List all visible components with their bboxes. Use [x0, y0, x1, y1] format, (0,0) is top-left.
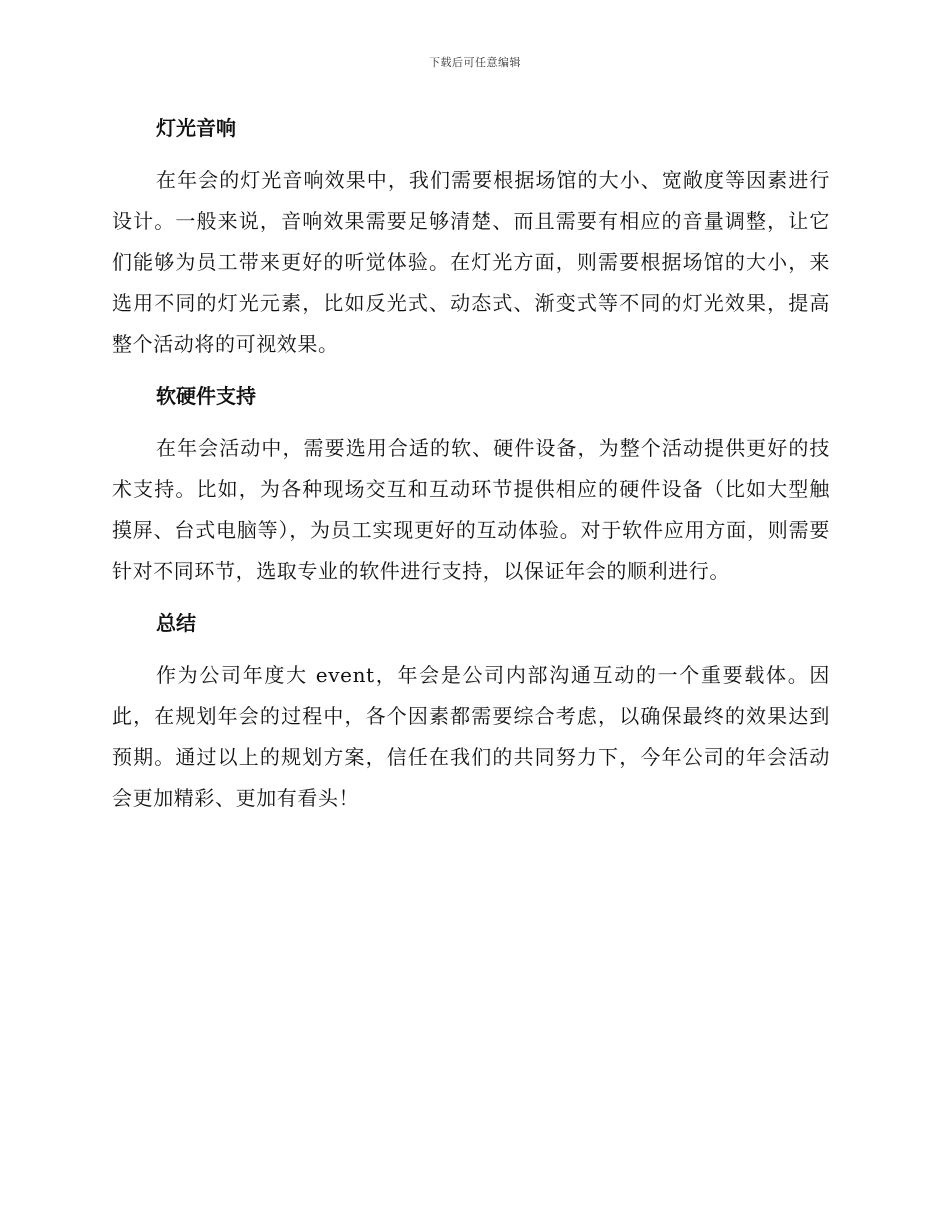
section-paragraph-lighting-audio: 在年会的灯光音响效果中，我们需要根据场馆的大小、宽敞度等因素进行设计。一般来说，音响效果需要足够清楚、而且需要有相应的音量调整，让它们能够为员工带来更好的听觉体验。在灯光方面，则需要根据场馆的大小，来选用不同的灯光元素，比如反光式、动态式、渐变式等不同的灯光效果，提高整个活动将的可视效果。	[112, 168, 830, 356]
section-heading-summary: 总结	[156, 611, 196, 635]
page-header: 下载后可任意编辑	[429, 56, 521, 69]
section-heading-hardware-software: 软硬件支持	[156, 384, 256, 408]
section-heading-lighting-audio: 灯光音响	[156, 116, 236, 140]
document-body	[112, 108, 830, 830]
section-paragraph-hardware-software: 在年会活动中，需要选用合适的软、硬件设备，为整个活动提供更好的技术支持。比如，为各种现场交互和互动环节提供相应的硬件设备（比如大型触摸屏、台式电脑等），为员工实现更好的互动体验。对于软件应用方面，则需要针对不同环节，选取专业的软件进行支持，以保证年会的顺利进行。	[112, 436, 830, 583]
section-paragraph-summary: 作为公司年度大 event，年会是公司内部沟通互动的一个重要载体。因此，在规划年会的过程中，各个因素都需要综合考虑，以确保最终的效果达到预期。通过以上的规划方案，信任在我们的共同努力下，今年公司的年会活动会更加精彩、更加有看头！	[112, 663, 830, 810]
